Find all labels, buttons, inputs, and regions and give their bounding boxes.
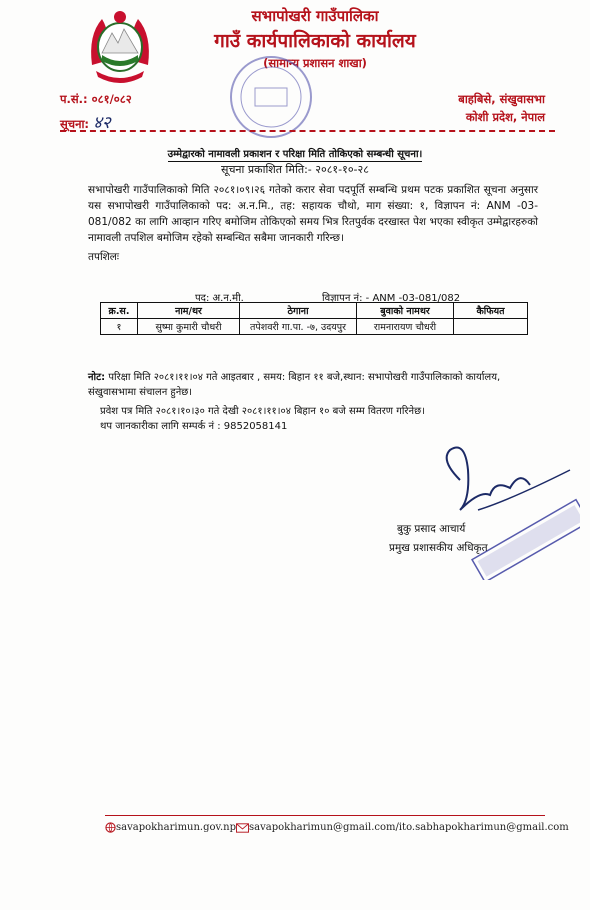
address-line-1: बाहबिसे, संखुवासभा xyxy=(458,92,545,106)
footer-website[interactable]: savapokharimun.gov.np xyxy=(116,822,237,833)
post-name: पद: अ.न.मी. xyxy=(195,293,244,304)
note-line-3: थप जानकारीका लागि सम्पर्क नं : 9852058141 xyxy=(100,421,288,432)
footer-divider xyxy=(105,815,545,816)
table-header-row xyxy=(101,303,528,319)
header-divider xyxy=(60,130,555,132)
signatory-name: बुकु प्रसाद आचार्य xyxy=(397,523,466,535)
signature-stamp-icon xyxy=(420,440,580,580)
mail-icon xyxy=(236,823,249,833)
notice-body: सभापोखरी गाउँपालिकाको मिति २०८१।०९।२६ गतेको करार सेवा पदपूर्ति सम्बन्धि प्रथम पटक प्रकाशित सूचना अनुसार यस सभापोखरी गाउँपालिकाको पद: अ.न.मि., तह: सहायक चौथो, माग संख्या: १, विज्ञापन नं: ANM -03-081/082 का लागि आव्हान गरिए बमोजिम तोकिएको समय भित्र रितपुर्वक दरखास्त पेश भएका स्वीकृत उम्मेद्वारहरुको नामावली तपशिल बमोजिम रहेको सम्बन्धित सबैमा जानकारी गरिन्छ। xyxy=(88,184,538,244)
footer-contact xyxy=(105,822,569,833)
col-name: नाम/थर xyxy=(138,303,240,319)
cell-name: सुष्मा कुमारी चौधरी xyxy=(138,319,240,335)
footer-email-2[interactable]: /ito.sabhapokharimun@gmail.com xyxy=(395,822,569,833)
signatory-title: प्रमुख प्रशासकीय अधिकृत xyxy=(389,542,488,554)
col-father-name: बुवाको नामथर xyxy=(357,303,454,319)
advertisement-number: विज्ञापन नं: - ANM -03-081/082 xyxy=(322,293,461,304)
address-line-2: कोशी प्रदेश, नेपाल xyxy=(465,110,545,124)
footer-email-1[interactable]: savapokharimun@gmail.com xyxy=(249,822,396,833)
cell-remarks xyxy=(454,319,528,335)
publish-date: सूचना प्रकाशित मिति:- २०८१-१०-२८ xyxy=(221,163,369,176)
col-remarks: कैफियत xyxy=(454,303,528,319)
municipality-name: सभापोखरी गाउँपालिका xyxy=(251,7,379,25)
section-name: (सामान्य प्रशासन शाखा) xyxy=(263,56,367,70)
note-line-1: नोट: परिक्षा मिति २०८१।११।०४ गते आइतबार , समय: बिहान ११ बजे,स्थान: सभापोखरी गाउँपालिकाको कार्यालय, संखुवासभामा संचालन हुनेछ। xyxy=(88,372,501,398)
office-name: गाउँ कार्यपालिकाको कार्यालय xyxy=(214,30,416,52)
nepal-emblem-icon xyxy=(82,5,158,87)
note-line-2: प्रवेश पत्र मिति २०८१।१०।३० गते देखी २०८१।११।०४ बिहान १० बजे सम्म वितरण गरिनेछ। xyxy=(100,406,425,417)
cell-address: तपेशवरी गा.पा. -७, उदयपुर xyxy=(240,319,357,335)
col-serial: क्र.स. xyxy=(101,303,138,319)
cell-father-name: रामनारायण चौधरी xyxy=(357,319,454,335)
office-seal-icon xyxy=(225,52,317,142)
suchana-number: सूचना: ४२ xyxy=(60,113,111,133)
globe-icon xyxy=(105,822,116,833)
tapasil-label: तपशिलः xyxy=(88,251,120,263)
table-row xyxy=(101,319,528,335)
cell-serial: १ xyxy=(101,319,138,335)
col-address: ठेगाना xyxy=(240,303,357,319)
candidate-table xyxy=(100,302,528,335)
notice-subject: उम्मेद्वारको नामावली प्रकाशन र परिक्षा मिति तोकिएको सम्बन्धी सूचना। xyxy=(167,149,423,160)
patra-sankhya: प.सं.: ०८१/०८२ xyxy=(60,92,132,106)
